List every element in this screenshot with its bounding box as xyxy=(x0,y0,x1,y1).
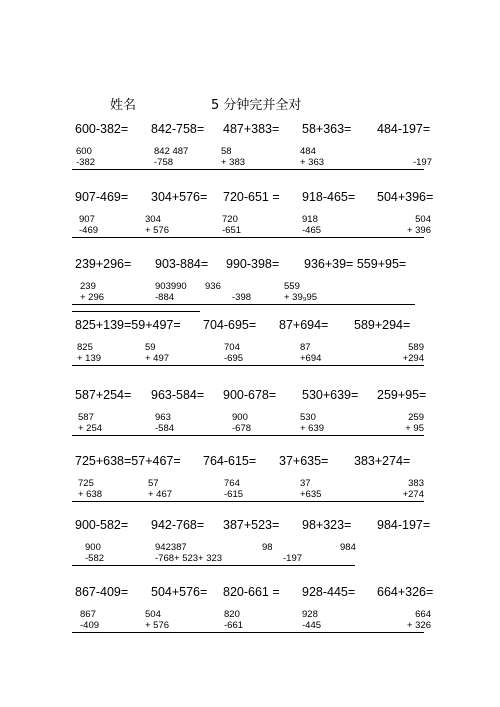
problem-text: 842-758= xyxy=(151,122,205,136)
working-note: 867 -409 xyxy=(80,609,100,631)
working-note: -197 xyxy=(412,157,432,168)
working-note: 587 + 254 xyxy=(78,412,103,434)
problem-text: 825+139=59+497= xyxy=(75,318,181,332)
working-note: 530 + 639 xyxy=(300,412,325,434)
working-note: 98 xyxy=(262,542,273,553)
problem-text: 587+254= xyxy=(75,388,132,402)
problem-text: 942-768= xyxy=(151,518,205,532)
problem-block xyxy=(0,122,500,184)
problem-text: 867-409= xyxy=(75,585,129,599)
problem-text: 98+323= xyxy=(302,518,352,532)
working-note: 304 + 576 xyxy=(145,214,170,236)
problem-text: 764-615= xyxy=(203,454,257,468)
working-note: 57 + 467 xyxy=(148,478,173,500)
working-note: 504 + 576 xyxy=(145,609,170,631)
problem-text: 504+396= xyxy=(377,190,434,204)
working-note: 842 487 -758 xyxy=(154,146,189,168)
problem-text: 530+639= xyxy=(302,388,359,402)
working-note: 918 -465 xyxy=(302,214,322,236)
working-note: 484 + 363 xyxy=(300,146,325,168)
working-note: 87 +694 xyxy=(300,342,322,364)
answer-line xyxy=(72,365,424,366)
problem-text: 900-678= xyxy=(223,388,277,402)
working-note: 936 xyxy=(205,281,221,292)
working-note: 239 + 296 xyxy=(80,281,105,303)
working-note: 900 -582 xyxy=(85,542,105,564)
problem-text: 259+95= xyxy=(377,388,427,402)
problem-text: 664+326= xyxy=(377,585,434,599)
working-note: 907 -469 xyxy=(79,214,99,236)
worksheet-title: 5 分钟完并全对 xyxy=(211,98,302,113)
working-note: 600 -382 xyxy=(76,146,96,168)
problem-text: 918-465= xyxy=(302,190,356,204)
problem-text: 704-695= xyxy=(203,318,257,332)
answer-line xyxy=(72,565,355,566)
answer-line xyxy=(72,632,424,633)
working-note: 725 + 638 xyxy=(78,478,103,500)
problem-text: 900-582= xyxy=(75,518,129,532)
problem-text: 58+363= xyxy=(302,122,352,136)
problem-text: 936+39= 559+95= xyxy=(304,257,407,271)
problem-text: 928-445= xyxy=(302,585,356,599)
working-note: 942387 -768+ 523+ 323 xyxy=(155,542,223,564)
working-note: 37 +635 xyxy=(300,478,322,500)
problem-text: 487+383= xyxy=(223,122,280,136)
answer-line xyxy=(72,435,424,436)
working-note: -398 xyxy=(232,292,252,303)
working-note: 825 + 139 xyxy=(77,342,102,364)
problem-block xyxy=(0,585,500,647)
name-label: 姓名 xyxy=(110,98,137,113)
problem-text: 589+294= xyxy=(354,318,411,332)
separator-line xyxy=(72,311,200,312)
problem-text: 600-382= xyxy=(75,122,129,136)
problem-text: 239+296= xyxy=(75,257,132,271)
problem-text: 990-398= xyxy=(226,257,280,271)
problem-text: 725+638=57+467= xyxy=(75,454,181,468)
working-note: 984 xyxy=(340,542,356,553)
answer-line xyxy=(72,304,415,305)
working-note: -197 xyxy=(283,553,303,564)
problem-block xyxy=(0,518,500,580)
working-note: 963 -584 xyxy=(155,412,175,434)
working-note: 820 -661 xyxy=(224,609,244,631)
problem-text: 907-469= xyxy=(75,190,129,204)
problem-text: 963-584= xyxy=(151,388,205,402)
working-note: 59 + 497 xyxy=(145,342,170,364)
problem-block xyxy=(0,190,500,252)
working-note: 664 + 326 xyxy=(406,609,431,631)
problem-text: 304+576= xyxy=(151,190,208,204)
working-note: 259 + 95 xyxy=(405,412,424,434)
answer-line xyxy=(72,237,424,238)
problem-text: 87+694= xyxy=(279,318,329,332)
working-note: 383 +274 xyxy=(402,478,424,500)
working-note: 720 -651 xyxy=(222,214,242,236)
problem-block xyxy=(0,257,500,319)
problem-text: 504+576= xyxy=(151,585,208,599)
working-note: 559 + 39₉95 xyxy=(284,281,318,303)
problem-text: 383+274= xyxy=(354,454,411,468)
answer-line xyxy=(72,169,424,170)
problem-text: 820-661 = xyxy=(223,585,280,599)
problem-text: 37+635= xyxy=(279,454,329,468)
answer-line xyxy=(72,501,424,502)
problem-text: 484-197= xyxy=(377,122,431,136)
problem-text: 387+523= xyxy=(223,518,280,532)
working-note: 504 + 396 xyxy=(406,214,431,236)
working-note: 928 -445 xyxy=(302,609,322,631)
problem-text: 903-884= xyxy=(155,257,209,271)
problem-text: 720-651 = xyxy=(223,190,280,204)
working-note: 58 + 383 xyxy=(221,146,246,168)
problem-block xyxy=(0,318,500,380)
problem-text: 984-197= xyxy=(377,518,431,532)
working-note: 764 -615 xyxy=(224,478,244,500)
working-note: 704 -695 xyxy=(224,342,244,364)
working-note: 903990 -884 xyxy=(155,281,187,303)
working-note: 589 +294 xyxy=(402,342,424,364)
problem-block xyxy=(0,388,500,450)
problem-block xyxy=(0,454,500,516)
working-note: 900 -678 xyxy=(232,412,252,434)
